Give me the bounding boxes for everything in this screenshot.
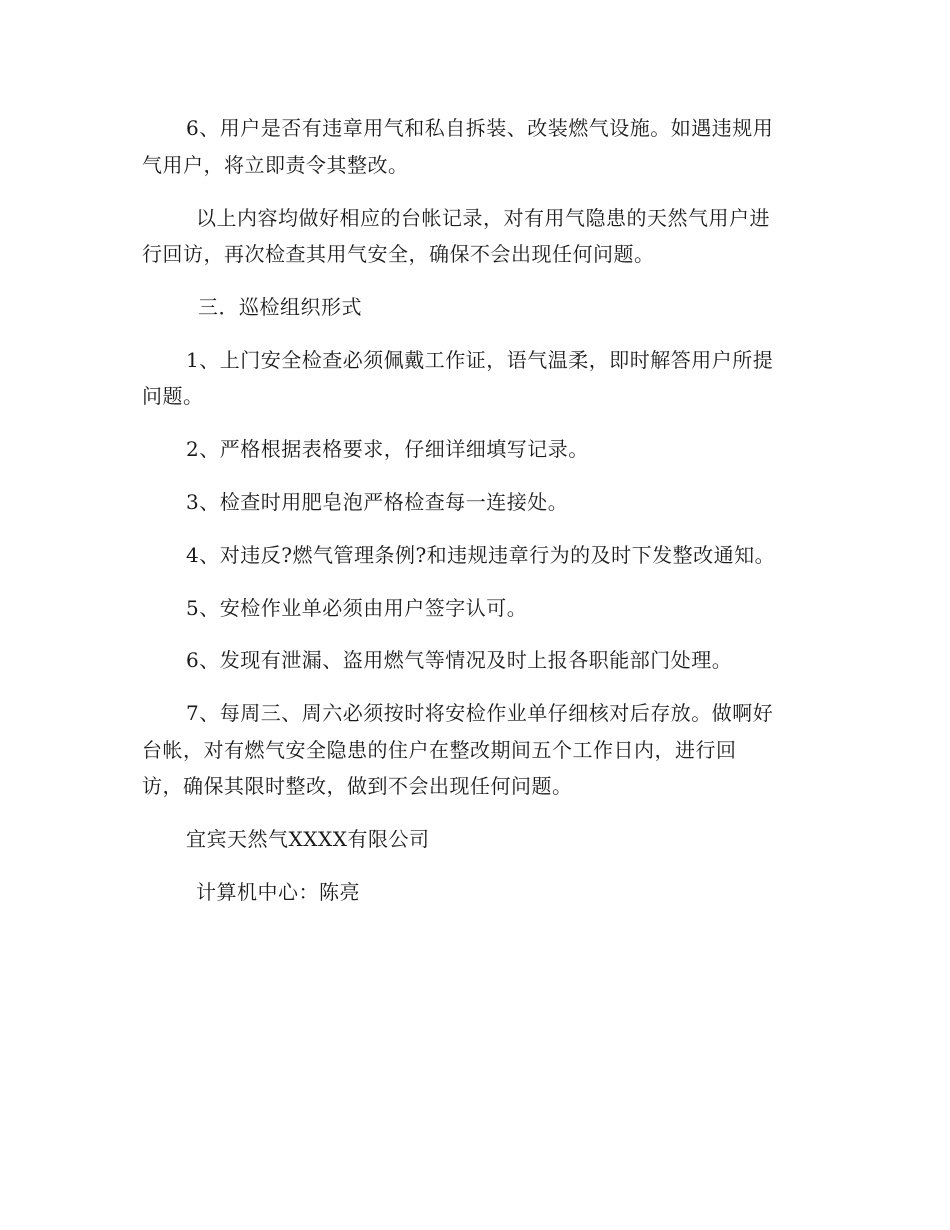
item6-line1: 6、用户是否有违章用气和私自拆装、改装燃气设施。如遇违规用 <box>186 116 774 140</box>
section-heading: 三．巡检组织形式 <box>198 295 362 319</box>
rule7-line1: 7、每周三、周六必须按时将安检作业单仔细核对后存放。做啊好 <box>186 701 774 725</box>
rule2: 2、严格根据表格要求，仔细详细填写记录。 <box>186 437 589 461</box>
rule7-line2: 台帐，对有燃气安全隐患的住户在整改期间五个工作日内，进行回 <box>142 738 737 762</box>
rule3: 3、检查时用肥皂泡严格检查每一连接处。 <box>186 490 569 514</box>
rule4: 4、对违反?燃气管理条例?和违规违章行为的及时下发整改通知。 <box>186 543 776 567</box>
rule1-line1: 1、上门安全检查必须佩戴工作证，语气温柔，即时解答用户所提 <box>186 348 774 372</box>
signature: 计算机中心：陈亮 <box>196 880 360 904</box>
rule1-line2: 问题。 <box>142 384 204 408</box>
rule6: 6、发现有泄漏、盗用燃气等情况及时上报各职能部门处理。 <box>186 648 733 672</box>
rule7-line3: 访，确保其限时整改，做到不会出现任何问题。 <box>142 774 573 798</box>
rule5: 5、安检作业单必须由用户签字认可。 <box>186 596 528 620</box>
item6-line2: 气用户，将立即责令其整改。 <box>142 153 409 177</box>
summary-line1: 以上内容均做好相应的台帐记录，对有用气隐患的天然气用户进 <box>196 206 770 230</box>
company-name: 宜宾天然气XXXX有限公司 <box>186 827 430 851</box>
summary-line2: 行回访，再次检查其用气安全，确保不会出现任何问题。 <box>142 242 655 266</box>
